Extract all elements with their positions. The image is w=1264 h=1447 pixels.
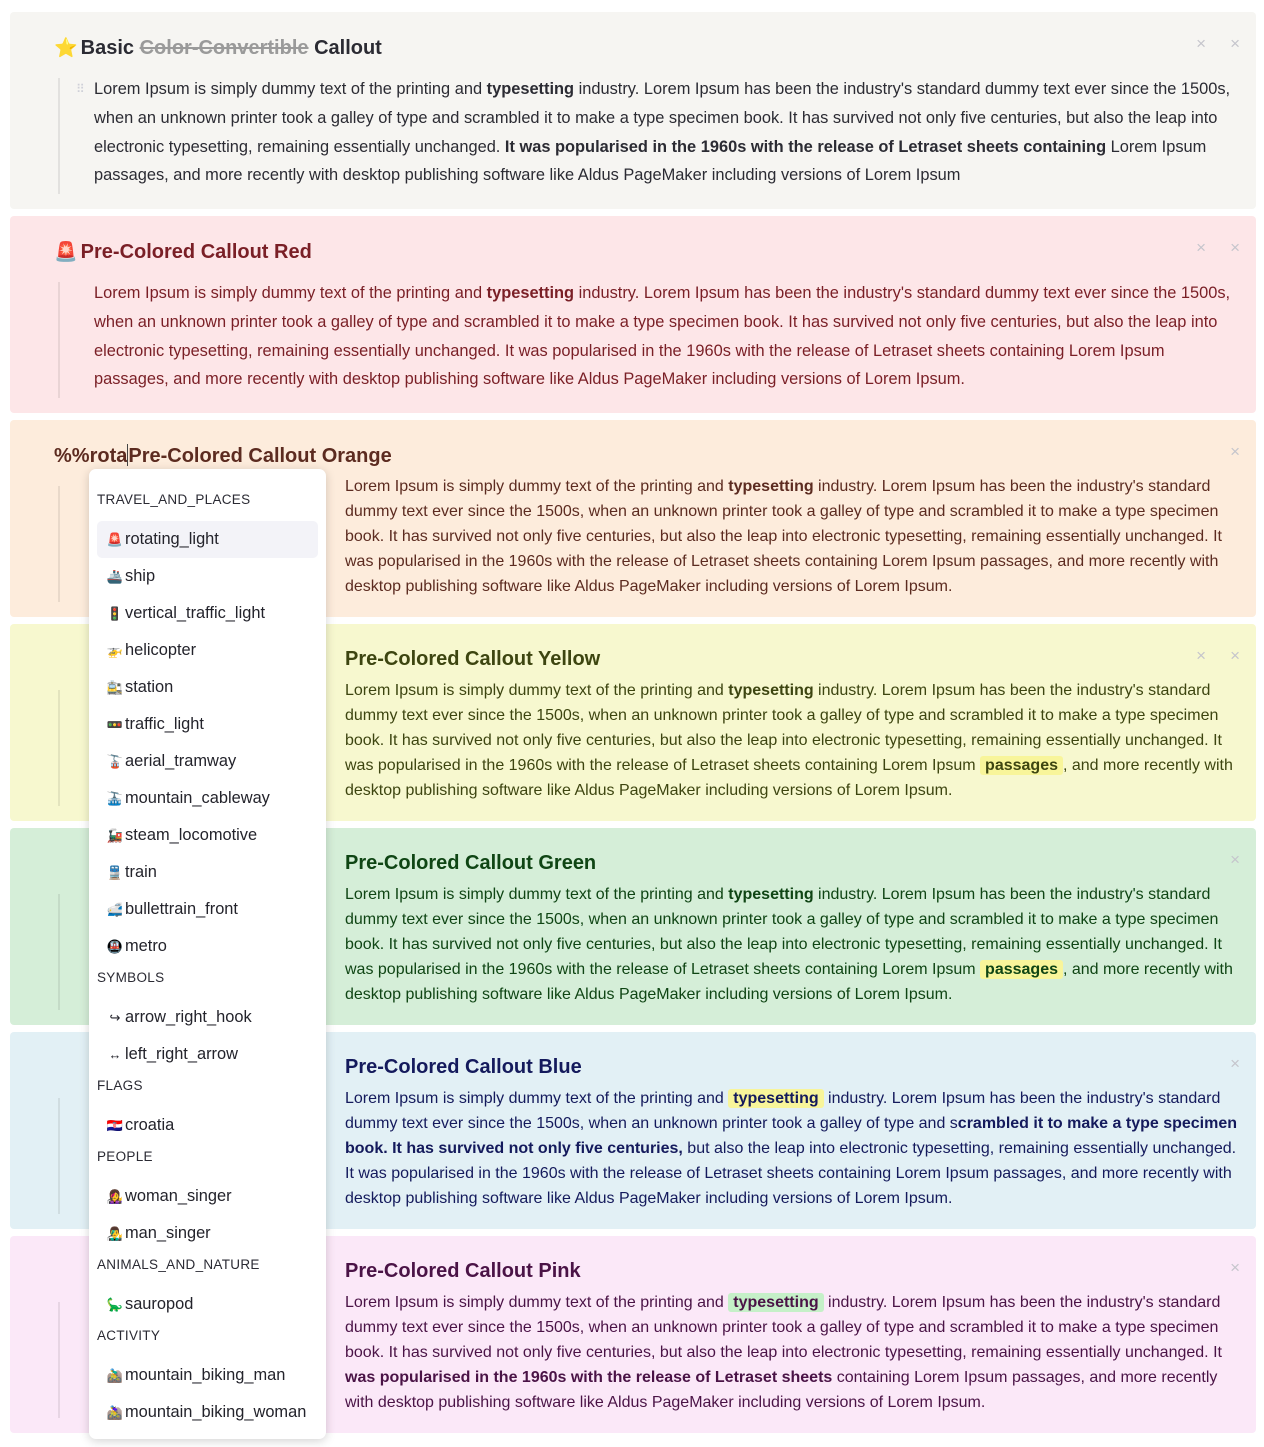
body-text: industry. Lorem Ipsum has been the industry's standard dummy text ever since the 1500s, when an unknown printer took a galley of type and scrambled it to make a type specimen book. It has survived not only five centuries, but also the leap into electronic typesetting, remaining essentially unchanged. It was popularised in the 1960s with the release of Letraset sheets containing Lorem Ipsum xyxy=(345,886,1222,978)
emoji-option-rotating_light[interactable] xyxy=(97,521,318,558)
left_right_arrow-icon: ↔ xyxy=(108,1047,122,1062)
formatted-text: passages xyxy=(980,756,1063,775)
emoji-option-label: arrow_right_hook xyxy=(125,1008,252,1026)
body-text: Lorem Ipsum is simply dummy text of the printing and xyxy=(345,682,729,699)
callout-body[interactable] xyxy=(345,882,1240,1007)
drag-handle-icon[interactable]: ⠿ xyxy=(76,82,84,96)
callout-quote-bar xyxy=(58,1302,60,1418)
emoji-option-train[interactable] xyxy=(97,854,318,891)
emoji-option-croatia[interactable] xyxy=(97,1107,318,1144)
emoji-option-mountain_biking_man[interactable] xyxy=(97,1357,318,1394)
formatted-text: typesetting xyxy=(728,886,814,903)
callout-body[interactable] xyxy=(345,1086,1240,1211)
close-icon[interactable]: × xyxy=(1230,1258,1240,1277)
typed-emoji-shortcode: %%rota xyxy=(54,445,128,467)
emoji-option-metro[interactable] xyxy=(97,928,318,965)
callout-title-text: Pre-Colored Callout Orange xyxy=(128,445,392,467)
callout-title-text-end: Callout xyxy=(308,37,382,59)
callout-title-text: Pre-Colored Callout Red xyxy=(80,241,312,263)
steam_locomotive-icon: 🚂 xyxy=(106,828,124,843)
dropdown-group-heading: TRAVEL_AND_PLACES xyxy=(97,492,251,507)
emoji-option-label: man_singer xyxy=(125,1224,211,1242)
callout-title[interactable] xyxy=(54,240,312,264)
callout-emoji-icon[interactable]: 🚨 xyxy=(54,242,78,263)
body-text: industry. Lorem Ipsum has been the industry's standard dummy text ever since the 1500s, when an unknown printer took a galley of type and scrambled it to make a type specimen book. It has survived not only five centuries, but also the leap into electronic typesetting, remaining essentially unchanged. It was popularised in the 1960s with the release of Letraset sheets containing Lorem Ipsum passages, and more recently with desktop publishing software like Aldus PageMaker including versions of Lorem Ipsum. xyxy=(94,284,1231,389)
formatted-text: typesetting xyxy=(728,682,814,699)
emoji-option-label: woman_singer xyxy=(125,1187,232,1205)
formatted-text: was popularised in the 1960s with the release of Letraset sheets xyxy=(345,1369,833,1386)
emoji-option-label: sauropod xyxy=(125,1295,194,1313)
body-text: Lorem Ipsum is simply dummy text of the printing and xyxy=(94,80,487,98)
callout-title[interactable] xyxy=(54,444,392,468)
woman_singer-icon: 👩‍🎤 xyxy=(106,1189,124,1204)
emoji-option-label: bullettrain_front xyxy=(125,900,238,918)
close-icon[interactable]: × xyxy=(1196,238,1206,257)
emoji-option-man_singer[interactable] xyxy=(97,1215,318,1252)
callout-body[interactable] xyxy=(345,474,1240,599)
formatted-text: passages xyxy=(980,960,1063,979)
emoji-option-vertical_traffic_light[interactable] xyxy=(97,595,318,632)
body-text: Lorem Ipsum is simply dummy text of the printing and xyxy=(345,1294,729,1311)
dropdown-group-heading: ACTIVITY xyxy=(97,1328,161,1343)
bullettrain_front-icon: 🚅 xyxy=(106,902,124,917)
callout-quote-bar xyxy=(58,282,60,398)
helicopter-icon: 🚁 xyxy=(106,643,124,658)
callout-basic xyxy=(10,12,1256,209)
close-icon[interactable]: × xyxy=(1196,34,1206,53)
emoji-option-arrow_right_hook[interactable] xyxy=(97,999,318,1036)
body-text: industry. Lorem Ipsum has been the industry's standard dummy text ever since the 1500s, when an unknown printer took a galley of type and scrambled it to make a type specimen book. It has survived not only five centuries, but also the leap into electronic typesetting, remaining essentially unchanged. It was popularised in the 1960s with the release of Letraset sheets containing Lorem Ipsum xyxy=(345,682,1222,774)
emoji-option-traffic_light[interactable] xyxy=(97,706,318,743)
mountain_cableway-icon: 🚠 xyxy=(106,791,124,806)
callout-title-text: Pre-Colored Callout Yellow xyxy=(345,648,601,670)
callout-title-text: Pre-Colored Callout Green xyxy=(345,852,597,874)
body-text: , and more recently with desktop publishing software like Aldus PageMaker including versions of Lorem Ipsum. xyxy=(345,961,1233,1003)
emoji-option-label: rotating_light xyxy=(125,530,219,548)
close-icon[interactable]: × xyxy=(1196,646,1206,665)
body-text: containing Lorem Ipsum passages, and more recently with desktop publishing software like Aldus PageMaker including versions of Lorem Ipsum. xyxy=(345,1369,1218,1411)
emoji-option-label: mountain_biking_man xyxy=(125,1366,286,1384)
close-icon[interactable]: × xyxy=(1230,238,1240,257)
body-text: but also the leap into electronic typesetting, remaining essentially unchanged. It was popularised in the 1960s with the release of Letraset sheets containing Lorem Ipsum passages, and more recently with desktop publishing software like Aldus PageMaker including versions of Lorem Ipsum. xyxy=(345,1140,1237,1207)
callout-title[interactable] xyxy=(345,1260,581,1283)
emoji-option-label: mountain_cableway xyxy=(125,789,270,807)
emoji-option-label: helicopter xyxy=(125,641,197,659)
formatted-text: typesetting xyxy=(728,1293,823,1312)
callout-quote-bar xyxy=(58,1098,60,1214)
dropdown-group-heading: FLAGS xyxy=(97,1078,143,1093)
callout-body[interactable] xyxy=(94,279,1234,394)
callout-quote-bar xyxy=(58,894,60,1010)
emoji-option-label: vertical_traffic_light xyxy=(125,604,265,622)
aerial_tramway-icon: 🚡 xyxy=(106,754,124,769)
emoji-option-label: mountain_biking_woman xyxy=(125,1403,307,1421)
emoji-option-left_right_arrow[interactable] xyxy=(97,1036,318,1073)
close-icon[interactable]: × xyxy=(1230,34,1240,53)
close-icon[interactable]: × xyxy=(1230,442,1240,461)
body-text: , and more recently with desktop publishing software like Aldus PageMaker including versions of Lorem Ipsum. xyxy=(345,757,1233,799)
callout-body[interactable] xyxy=(345,1290,1240,1415)
close-icon[interactable]: × xyxy=(1230,850,1240,869)
body-text: industry. Lorem Ipsum has been the industry's standard dummy text ever since the 1500s, when an unknown printer took a galley of type and scrambled it to make a type specimen book. It has survived not only five centuries, but also the leap into electronic typesetting, remaining essentially unchanged. xyxy=(94,80,1231,156)
arrow_right_hook-icon: ↪ xyxy=(109,1010,121,1025)
formatted-text: typesetting xyxy=(728,478,814,495)
body-text: industry. Lorem Ipsum has been the industry's standard dummy text ever since the 1500s, when an unknown printer took a galley of type and scrambled it to make a type specimen book. It has survived not only five centuries, but also the leap into electronic typesetting, remaining essentially unchanged. It xyxy=(345,1294,1222,1361)
formatted-text: crambled it to make a type specimen book. It has survived not only five centuries, xyxy=(345,1115,1238,1157)
close-icon[interactable]: × xyxy=(1230,646,1240,665)
callout-title-strikethrough: Color-Convertible xyxy=(139,37,309,59)
metro-icon: 🚇 xyxy=(106,939,124,954)
callout-title[interactable] xyxy=(345,852,596,875)
body-text: industry. Lorem Ipsum has been the industry's standard dummy text ever since the 1500s, when an unknown printer took a galley of type and s xyxy=(345,1090,1221,1132)
callout-body[interactable] xyxy=(345,678,1240,803)
emoji-option-label: traffic_light xyxy=(125,715,204,733)
emoji-option-label: train xyxy=(125,863,157,881)
callout-title-text: Pre-Colored Callout Pink xyxy=(345,1260,581,1282)
emoji-option-bullettrain_front[interactable] xyxy=(97,891,318,928)
body-text: industry. Lorem Ipsum has been the industry's standard dummy text ever since the 1500s, when an unknown printer took a galley of type and scrambled it to make a type specimen book. It has survived not only five centuries, but also the leap into electronic typesetting, remaining essentially unchanged. It was popularised in the 1960s with the release of Letraset sheets containing Lorem Ipsum passages, and more recently with desktop publishing software like Aldus PageMaker including versions of Lorem Ipsum. xyxy=(345,478,1222,595)
rotating_light-icon: 🚨 xyxy=(106,532,124,547)
callout-red xyxy=(10,216,1256,413)
emoji-option-mountain_biking_woman[interactable] xyxy=(97,1394,318,1431)
emoji-option-aerial_tramway[interactable] xyxy=(97,743,318,780)
train-icon: 🚆 xyxy=(106,865,124,880)
emoji-option-mountain_cableway[interactable] xyxy=(97,780,318,817)
body-text: Lorem Ipsum passages, and more recently with desktop publishing software like Aldus PageMaker including versions of Lorem Ipsum xyxy=(94,137,1207,185)
vertical_traffic_light-icon: 🚦 xyxy=(106,606,124,621)
callout-quote-bar xyxy=(58,486,60,602)
emoji-option-station[interactable] xyxy=(97,669,318,706)
callout-title[interactable] xyxy=(54,36,382,60)
callout-title[interactable] xyxy=(345,648,600,671)
body-text: Lorem Ipsum is simply dummy text of the printing and xyxy=(345,1090,729,1107)
croatia-icon: 🇭🇷 xyxy=(106,1118,124,1133)
callout-emoji-icon[interactable]: ⭐ xyxy=(54,38,78,59)
dropdown-group-heading: ANIMALS_AND_NATURE xyxy=(97,1257,260,1272)
dropdown-group-heading: SYMBOLS xyxy=(97,970,165,985)
station-icon: 🚉 xyxy=(106,680,124,695)
traffic_light-icon: 🚥 xyxy=(106,717,124,732)
sauropod-icon: 🦕 xyxy=(106,1297,124,1312)
emoji-option-label: left_right_arrow xyxy=(125,1045,238,1063)
body-text: Lorem Ipsum is simply dummy text of the printing and xyxy=(345,478,729,495)
close-icon[interactable]: × xyxy=(1230,1054,1240,1073)
emoji-option-sauropod[interactable] xyxy=(97,1286,318,1323)
emoji-option-label: aerial_tramway xyxy=(125,752,237,770)
callout-quote-bar xyxy=(58,78,60,194)
man_singer-icon: 👨‍🎤 xyxy=(106,1226,124,1241)
formatted-text: typesetting xyxy=(486,80,575,98)
emoji-option-label: steam_locomotive xyxy=(125,826,258,844)
emoji-suggestion-dropdown[interactable] xyxy=(89,469,326,1439)
emoji-option-steam_locomotive[interactable] xyxy=(97,817,318,854)
mountain_biking_woman-icon: 🚵‍♀️ xyxy=(106,1405,124,1420)
ship-icon: 🚢 xyxy=(106,569,124,584)
emoji-option-label: ship xyxy=(125,567,156,585)
emoji-option-ship[interactable] xyxy=(97,558,318,595)
dropdown-group-heading: PEOPLE xyxy=(97,1149,153,1164)
body-text: Lorem Ipsum is simply dummy text of the printing and xyxy=(345,886,729,903)
formatted-text: It was popularised in the 1960s with the release of Letraset sheets containing xyxy=(504,137,1107,156)
callout-title-text: Pre-Colored Callout Blue xyxy=(345,1056,582,1078)
formatted-text: typesetting xyxy=(728,1089,823,1108)
callout-body[interactable] xyxy=(94,75,1234,190)
emoji-option-label: croatia xyxy=(125,1116,175,1134)
body-text: Lorem Ipsum is simply dummy text of the printing and xyxy=(94,284,487,302)
callout-quote-bar xyxy=(58,690,60,806)
callout-title[interactable] xyxy=(345,1056,582,1079)
emoji-option-helicopter[interactable] xyxy=(97,632,318,669)
callout-title-text: Basic xyxy=(80,37,140,59)
emoji-option-label: metro xyxy=(125,937,167,955)
emoji-option-label: station xyxy=(125,678,174,696)
formatted-text: typesetting xyxy=(486,284,575,302)
mountain_biking_man-icon: 🚵‍♂️ xyxy=(106,1368,124,1383)
emoji-option-woman_singer[interactable] xyxy=(97,1178,318,1215)
